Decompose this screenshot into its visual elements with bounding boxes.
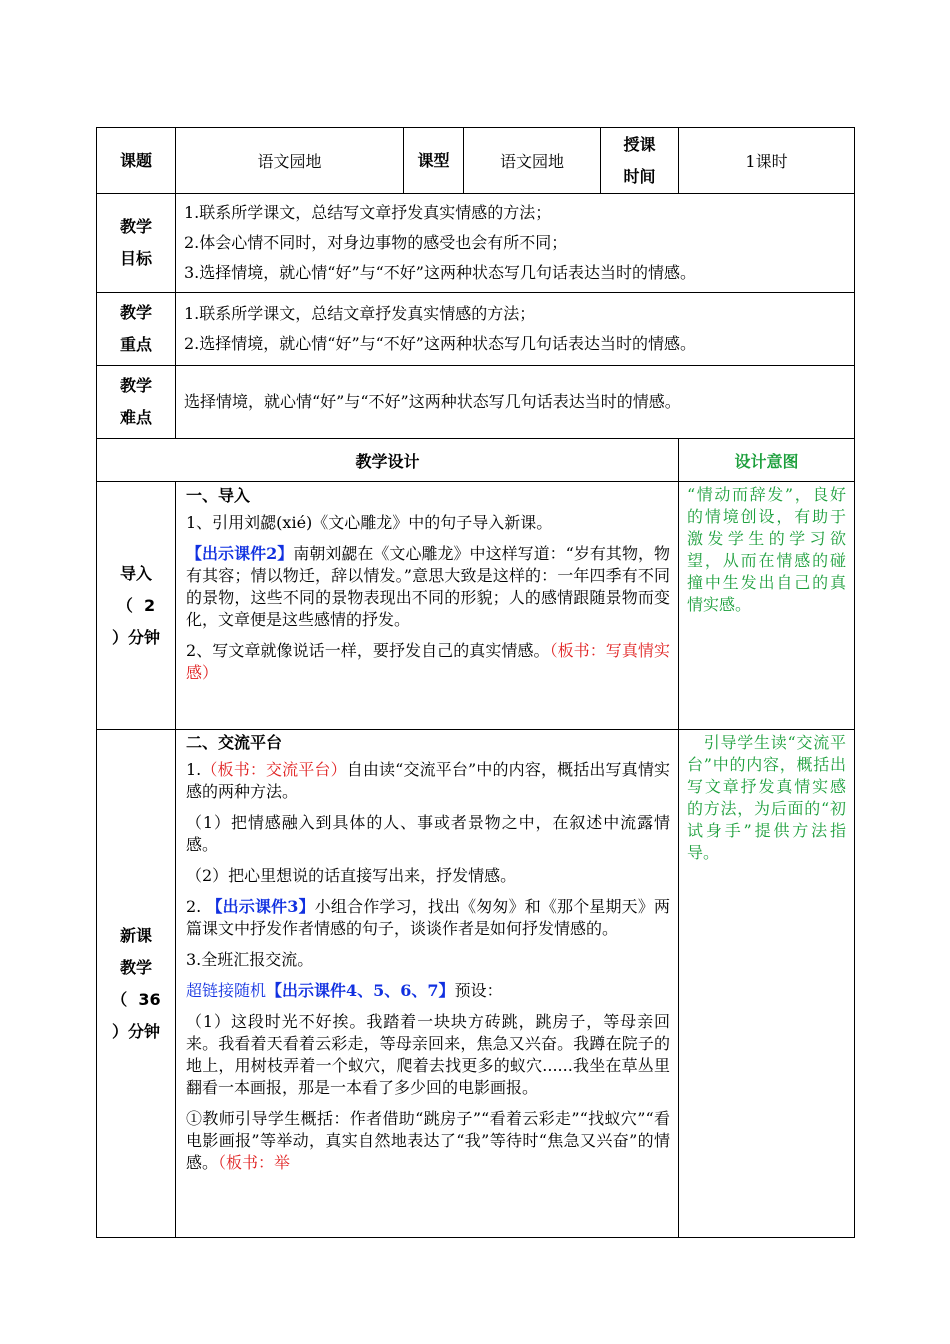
key-points-row [97, 293, 855, 366]
topic-label: 课题 [97, 128, 176, 194]
difficulty-content [176, 366, 855, 439]
intro-phase-line-3: ）分钟 [111, 627, 160, 647]
key-points-content [176, 293, 855, 366]
difficulty-row [97, 366, 855, 439]
intro-paragraph-3-text: 2、写文章就像说话一样，要抒发自己的真实情感。 [186, 641, 550, 660]
difficulty-label [97, 366, 176, 439]
new-lesson-row [97, 730, 855, 1238]
design-header: 教学设计 [97, 439, 679, 482]
new-lesson-phase-line-2: 教学 [119, 957, 152, 977]
type-label: 课型 [404, 128, 464, 194]
intent-header: 设计意图 [679, 439, 855, 482]
objectives-row [97, 194, 855, 293]
new-lesson-paragraph-2: （1）把情感融入到具体的人、事或者景物之中，在叙述中流露情感。 [186, 813, 670, 854]
intro-row [97, 482, 855, 730]
time-value: 1课时 [679, 128, 855, 194]
new-lesson-paragraph-6: 超链接随机【出示课件4、5、6、7】预设： [186, 981, 503, 1000]
board-note-3: （板书：举 [218, 1153, 291, 1172]
objectives-label [97, 194, 176, 293]
new-lesson-paragraph-5: 3.全班汇报交流。 [186, 950, 314, 969]
courseware-link-4-7[interactable]: 【出示课件4、5、6、7】 [266, 981, 455, 1000]
intro-paragraph-2-text: 南朝刘勰在《文心雕龙》中这样写道：“岁有其物，物有其容；情以物迁，辞以情发。”意思大致是这样的：一年四季有不同的景物，这些不同的景物表现出不同的形貌；人的感情跟随景物而变化，文章便是这些感情的抒发。 [186, 544, 670, 629]
intro-content [176, 482, 679, 730]
difficulty-text: 选择情境，就心情“好”与“不好”这两种状态写几句话表达当时的情感。 [184, 392, 681, 411]
intro-phase-label [97, 482, 176, 730]
new-lesson-phase-line-4: ）分钟 [111, 1021, 160, 1041]
intro-paragraph-1: 1、引用刘勰(xié)《文心雕龙》中的句子导入新课。 [186, 513, 553, 532]
key-points-label-line-1: 教学 [119, 303, 152, 322]
new-lesson-content [176, 730, 679, 1238]
topic-value: 语文园地 [176, 128, 404, 194]
objective-item: 2.体会心情不同时，对身边事物的感受也会有所不同； [184, 233, 568, 252]
key-point-item: 2.选择情境，就心情“好”与“不好”这两种状态写几句话表达当时的情感。 [184, 334, 696, 353]
objectives-content [176, 194, 855, 293]
hyperlink-random[interactable]: 超链接随机 [186, 981, 267, 1000]
key-points-label-line-2: 重点 [119, 335, 152, 354]
courseware-link-2[interactable]: 【出示课件2】 [186, 544, 294, 563]
time-label-line-2: 时间 [623, 166, 656, 186]
type-value: 语文园地 [464, 128, 601, 194]
design-header-row [97, 439, 855, 482]
time-label [601, 128, 679, 194]
intro-paragraph-3 [186, 640, 670, 684]
board-note-1: （板书：写真情实感） [186, 641, 670, 682]
board-note-2: （板书：交流平台） [201, 760, 347, 779]
new-lesson-paragraph-4: 2. 【出示课件3】小组合作学习，找出《匆匆》和《那个星期天》两篇课文中抒发作者情感的句子，谈谈作者是如何抒发情感的。 [186, 897, 670, 938]
new-lesson-intent: 引导学生读“交流平台”中的内容，概括出写文章抒发真情实感的方法，为后面的“初试身手”提供方法指导。 [679, 730, 855, 1238]
courseware-link-3[interactable]: 【出示课件3】 [206, 897, 315, 916]
new-lesson-paragraph-8: ①教师引导学生概括：作者借助“跳房子”“看着云彩走”“找蚁穴”“看电影画报”等举动，真实自然地表达了“我”等待时“焦急又兴奋”的情感。（板书：举 [186, 1109, 670, 1172]
difficulty-label-line-1: 教学 [119, 376, 152, 395]
intro-intent: “情动而辞发”，良好的情境创设，有助于激发学生的学习欲望，从而在情感的碰撞中生发出自己的真情实感。 [679, 482, 855, 730]
new-lesson-phase-line-1: 新课 [119, 925, 152, 945]
intro-title: 一、导入 [186, 486, 251, 505]
new-lesson-phase-label [97, 730, 176, 1238]
new-lesson-paragraph-3: （2）把心里想说的话直接写出来，抒发情感。 [186, 866, 517, 885]
objectives-label-line-1: 教学 [119, 217, 152, 236]
intro-phase-line-2: （ 2 [116, 595, 156, 615]
objective-item: 3.选择情境，就心情“好”与“不好”这两种状态写几句话表达当时的情感。 [184, 263, 696, 282]
intro-phase-line-1: 导入 [119, 563, 152, 583]
key-point-item: 1.联系所学课文，总结文章抒发真实情感的方法； [184, 304, 536, 323]
header-row [97, 128, 855, 194]
new-lesson-paragraph-1: 1.（板书：交流平台）自由读“交流平台”中的内容，概括出写真情实感的两种方法。 [186, 760, 670, 801]
time-label-line-1: 授课 [623, 134, 656, 154]
new-lesson-title: 二、交流平台 [186, 733, 283, 752]
lesson-plan-table [96, 127, 855, 1238]
objective-item: 1.联系所学课文，总结写文章抒发真实情感的方法； [184, 203, 552, 222]
objectives-label-line-2: 目标 [119, 249, 152, 268]
difficulty-label-line-2: 难点 [119, 408, 152, 427]
new-lesson-paragraph-7: （1）这段时光不好挨。我踏着一块块方砖跳，跳房子，等母亲回来。我看着天看着云彩走，等母亲回来，焦急又兴奋。我蹲在院子的地上，用树枝弄着一个蚁穴，爬着去找更多的蚁穴......我坐在草丛里翻看一本画报，那是一本看了多少回的电影画报。 [186, 1012, 670, 1097]
key-points-label [97, 293, 176, 366]
intro-paragraph-2 [186, 543, 670, 631]
new-lesson-phase-line-3: （ 36 [111, 989, 161, 1009]
